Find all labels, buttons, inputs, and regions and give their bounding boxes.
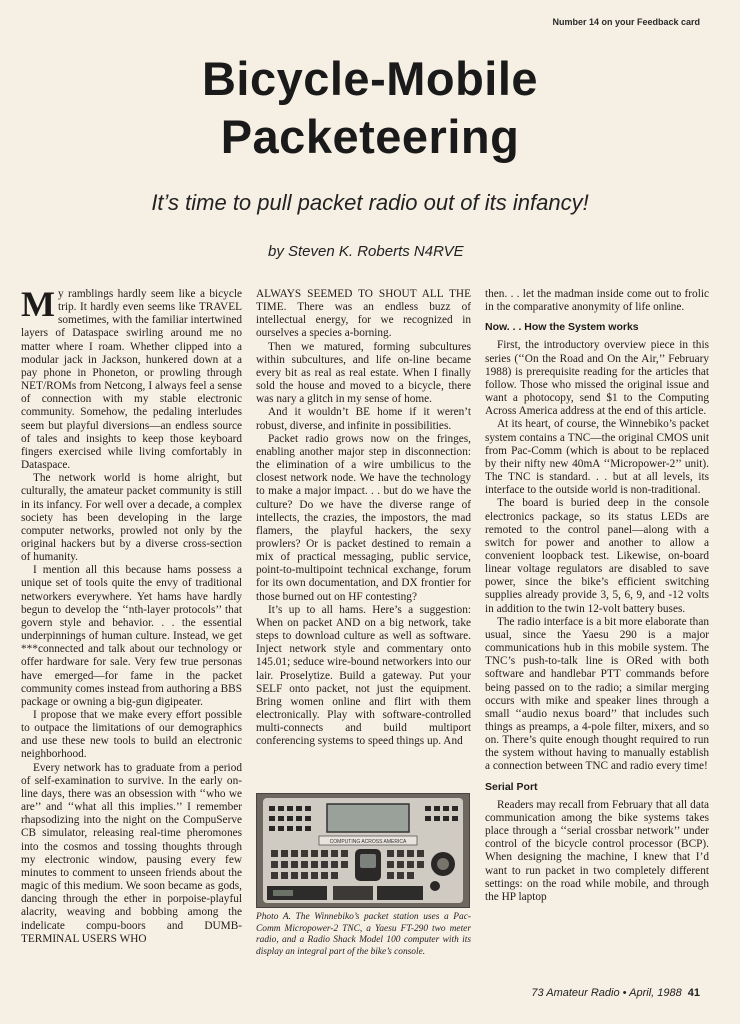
paragraph: Readers may recall from February that all data communication among the bike systems takes place through a ‘‘serial crossbar network’’ under control of the bicycle control processor (BCP). When designing the machine, I knew that I’d want to run packet in two completely different settings: on the road while mobile, and through the HP laptop — [485, 798, 709, 903]
paragraph: The board is buried deep in the console electronics package, so its status LEDs are remoted to the control panel—along with a switch for power and another to allow a convenient loopback test. Likewise, on-board linear voltage regulators are disabled to save power, since the bike’s efficient switching supplies already provide 3, 5, 6, 9, and -12 volts in addition to the twin 12-volt battery buses. — [485, 497, 709, 615]
paragraph: The radio interface is a bit more elaborate than usual, since the Yaesu 290 is a major communications hub in this mobile system. The TNC’s push-to-talk line is ORed with both software and handlebar PTT commands before being passed on to the radio; a similar merging occurs with mike and speaker lines through a small ‘‘audio nexus board’’ that includes such things as preamps, a 4-pole filter, mixers, and so on. There’s quite enough thought required to run the system without having to manually establish a connection between TNC and radio every time! — [485, 615, 709, 773]
paragraph: Then we matured, forming subcultures within subcultures, and life on-line became every bit as real as real estate. When I finally sold the house and moved to a bicycle, there was nary a glitch in my sense of home. — [256, 340, 471, 406]
article-title — [0, 50, 740, 166]
paragraph-text: y ramblings hardly seem like a bicycle trip. It hardly even seems like TRAVEL sometimes, with the familiar intertwined layers of Dataspace swirling around me no matter where I roam. Whether clipped into a modular jack in Jackson, hunkered down at a pay phone in Phoneton, or prowling through NET/ROMs from Netcong, I always feel a sense of connection with my stable electronic community. Somehow, the pedaling interludes seem but playful diversions—an endless source of tales and insights to keep those keyboard fingers exercised while living comfortably in Dataspace. — [21, 288, 242, 472]
column-1 — [21, 284, 242, 946]
paragraph: At its heart, of course, the Winnebiko’s packet system contains a TNC—the original CMOS unit from Pac-Comm (which is about to be replaced by their nifty new 40mA ‘‘Micropower-2’’ unit). The TNC is standard. . . but at all levels, its interface to the outside world is non-traditional. — [485, 418, 709, 497]
paragraph: It’s up to all hams. Here’s a suggestion: When on packet AND on a big network, take steps to download culture as well as software. Inject network style and commentary onto 145.01; seduce wire-bound networkers into our lair. Proselytize. Build a gateway. Put your SELF onto packet, not just the equipment. Bring women online and flirt with them electronically. Play with software-controlled multi-connects and build multiport conferencing systems to speed things up. And — [256, 603, 471, 748]
paragraph: ALWAYS SEEMED TO SHOUT ALL THE TIME. There was an endless buzz of intellectual energy, for we recognized in ourselves a species a-borning. — [256, 288, 471, 340]
paragraph: I propose that we make every effort possible to outpace the limitations of our demographics and use these new tools to build an electronic neighborhood. — [21, 709, 242, 761]
title-line-2: Packeteering — [220, 110, 520, 163]
photo-caption: Photo A. The Winnebiko’s packet station uses a Pac-Comm Micropower-2 TNC, a Yaesu FT-290 two meter radio, and a Radio Shack Model 100 computer with its display an integral part of the bike’s console. — [256, 912, 471, 957]
console-illustration — [257, 794, 469, 907]
paragraph: First, the introductory overview piece in this series (‘‘On the Road and On the Air,’’ February 1988) is prerequisite reading for the articles that follow. Those who missed the original issue and want a photocopy, send $1 to the Computing Across America address at the end of this article. — [485, 339, 709, 418]
byline: by Steven K. Roberts N4RVE — [268, 243, 464, 260]
paragraph: Packet radio grows now on the fringes, enabling another major step in disconnection: the elimination of a wire umbilicus to the closest network node. We have the technology to make a major impact. . . but do we have the culture? Do we have the diverse range of intellects, the crazies, the impostors, the mad flamers, the playful hackers, the sexy prowlers? Or is packet destined to remain a mix of practical messaging, public service, point-to-multipoint technical exchange, forum for its own documentation, and DX frontier for those burned out on HF contesting? — [256, 432, 471, 603]
page-footer — [531, 987, 700, 999]
magazine-issue: 73 Amateur Radio • April, 1988 — [531, 987, 682, 999]
title-line-1: Bicycle-Mobile — [201, 52, 539, 105]
paragraph — [21, 284, 242, 472]
paragraph: then. . . let the madman inside come out to frolic in the comparative anonymity of life online. — [485, 288, 709, 314]
paragraph: Every network has to graduate from a period of self-examination to survive. In the early on-line days, there was an obsession with ‘‘who we are’’ and ‘‘what all this implies.’’ I remember rhapsodizing into the night on the CompuServe CB simulator, releasing real-time pheromones into the cosmos and tossing thoughts through my electronic window, pausing every few minutes to comment to unseen friends about the magic of this medium. We soon became as gods, dancing through the ether in porpoise-playful alacrity, weaving and bobbing among the indelicate compu-boors and DUMB-TERMINAL USERS WHO — [21, 761, 242, 945]
paragraph: The network world is home alright, but culturally, the amateur packet community is still in its infancy. For well over a decade, a complex society has been developing in the large computer networks, prowled not only by the original hackers but by a diverse cross-section of humanity. — [21, 472, 242, 564]
article-subtitle: It’s time to pull packet radio out of its infancy! — [151, 190, 589, 215]
packet-station-photo — [256, 793, 470, 908]
section-heading: Serial Port — [485, 780, 538, 793]
section-heading: Now. . . How the System works — [485, 321, 639, 334]
paragraph: And it wouldn’t BE home if it weren’t robust, diverse, and infinite in possibilities. — [256, 406, 471, 432]
drop-cap: M — [21, 284, 55, 324]
photo-label: COMPUTING ACROSS AMERICA — [329, 839, 407, 845]
column-3 — [485, 288, 709, 904]
feedback-note: Number 14 on your Feedback card — [552, 17, 700, 27]
page-number: 41 — [687, 987, 700, 999]
paragraph: I mention all this because hams possess a unique set of tools quite the envy of traditional networkers everywhere. Yet hams have hardly begun to develop the ‘‘nth-layer protocols’’ that govern style and behavior. . . the essential underpinnings of human culture. Instead, we get ***connected and talk about our technology or offer hardware for sale. Very few true personas have emerged—for fame in the packet community comes instead from authoring a BBS package or owning a big-gun digipeater. — [21, 564, 242, 708]
column-2 — [256, 288, 471, 748]
